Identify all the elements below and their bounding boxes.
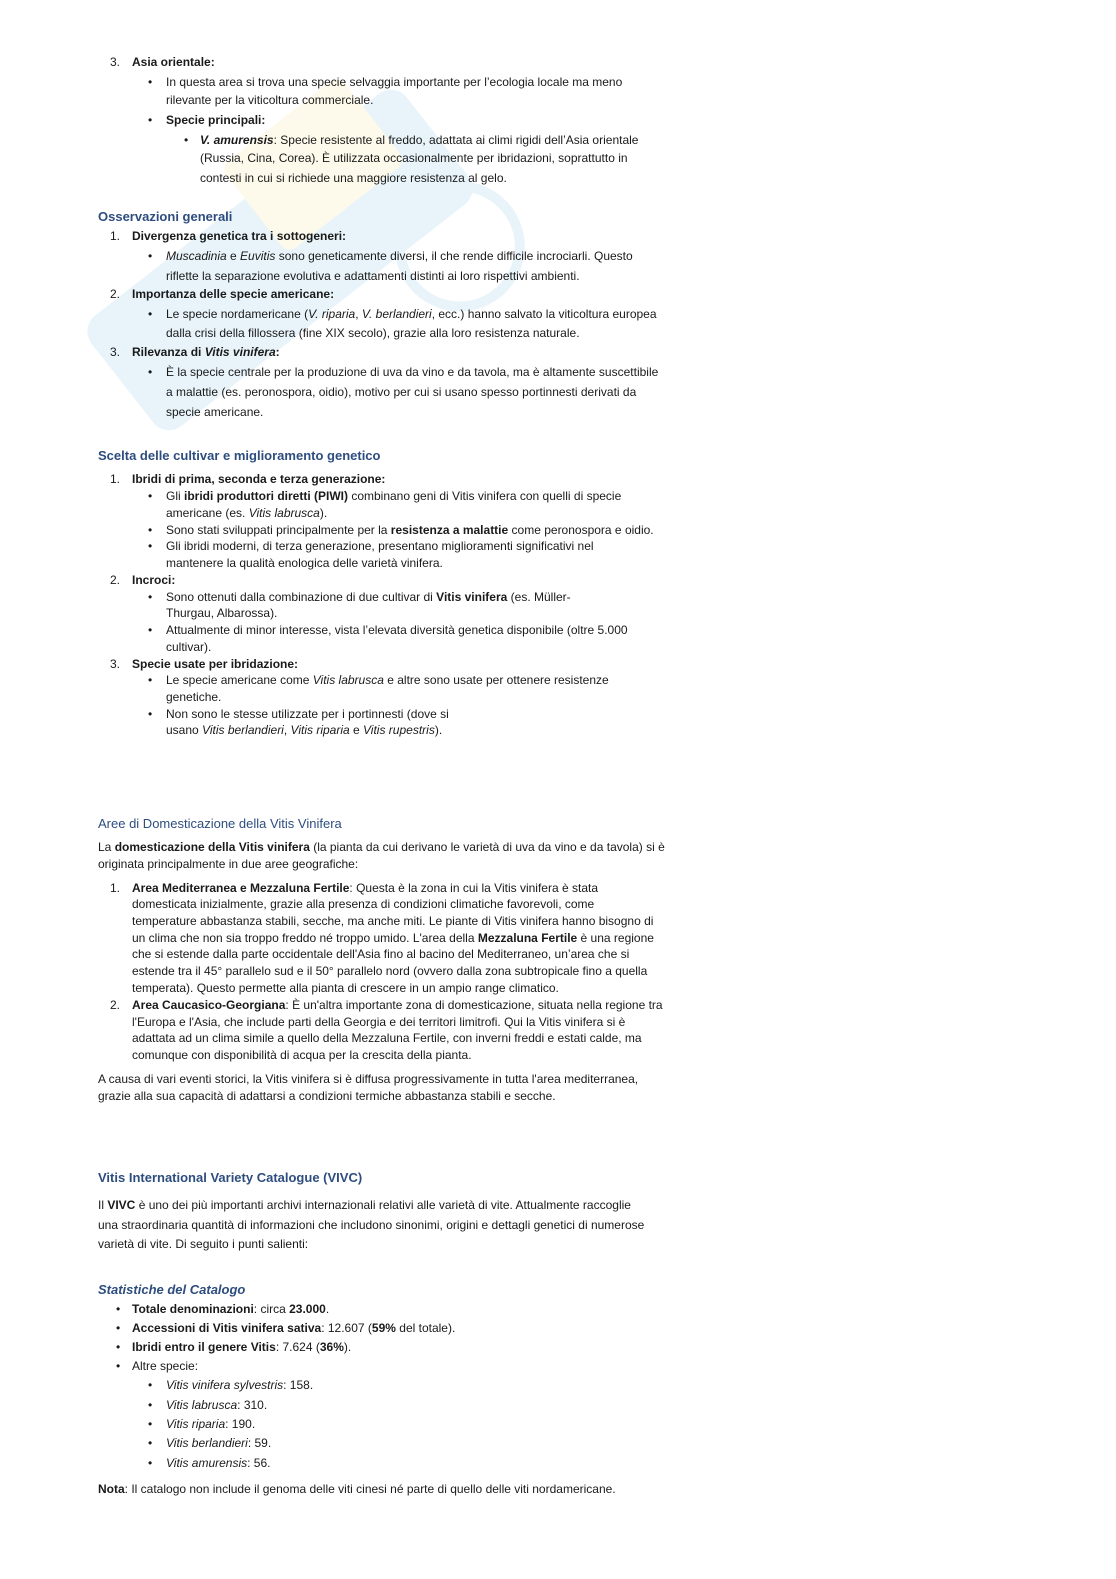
stat-row [132, 1301, 329, 1318]
bullet-icon: • [148, 523, 153, 537]
text-span: un clima che non sia troppo freddo né troppo umido. L'area della [132, 931, 478, 945]
list-number: 2. [110, 287, 121, 301]
list-number: 2. [110, 998, 121, 1012]
list-item-title [132, 344, 280, 361]
text-line: temperata). Questo permette alla pianta di crescere in un ampio range climatico. [132, 981, 559, 995]
text-line: grazie alla sua capacità di adattarsi a condizioni termiche abbastanza stabili e secche. [98, 1089, 556, 1103]
text-span: domesticazione della Vitis vinifera [114, 840, 310, 854]
text-line [132, 930, 654, 947]
text-line: Attualmente di minor interesse, vista l’elevata diversità genetica disponibile (oltre 5.000 [166, 623, 628, 637]
text-span: 36% [319, 1340, 344, 1354]
text-span: Nota [98, 1482, 125, 1496]
text-line: specie americane. [166, 405, 264, 419]
text-span: : 310. [237, 1398, 268, 1412]
text-line [200, 132, 638, 149]
text-line: l'Europa e l'Asia, che include parti della Georgia e dei territori limitrofi. Qui la Vitis vinifera si è [132, 1015, 626, 1029]
text-span: Vitis vinifera sylvestris [166, 1378, 284, 1392]
text-span: Ibridi entro il genere Vitis [132, 1340, 276, 1354]
text-span: Vitis rupestris [363, 723, 435, 737]
species-name: V. amurensis [200, 133, 274, 147]
text-span: Vitis amurensis [166, 1456, 248, 1470]
text-line: rilevante per la viticoltura commerciale. [166, 93, 374, 107]
bullet-icon: • [148, 1456, 153, 1470]
list-number: 3. [110, 657, 121, 671]
bullet-icon: • [148, 590, 153, 604]
bullet-icon: • [116, 1359, 121, 1373]
bullet-icon: • [148, 365, 153, 379]
note-line [98, 1481, 616, 1498]
species-row [166, 1455, 271, 1472]
stat-row: Altre specie: [132, 1359, 199, 1373]
text-span: sono geneticamente diversi, il che rende difficile incrociarli. Questo [275, 249, 633, 263]
text-span: 59% [371, 1321, 396, 1335]
text-span: ). [434, 723, 443, 737]
text-span: La [98, 840, 115, 854]
text-line [132, 997, 663, 1014]
text-line [166, 672, 609, 689]
text-span: Mezzaluna Fertile [477, 931, 578, 945]
text-line: varietà di vite. Di seguito i punti salienti: [98, 1237, 309, 1251]
text-line: Gli ibridi moderni, di terza generazione, presentano miglioramenti significativi nel [166, 539, 594, 553]
text-line: genetiche. [166, 690, 222, 704]
section-heading: Osservazioni generali [98, 209, 233, 224]
text-span: Il [98, 1198, 108, 1212]
text-span: : 190. [225, 1417, 256, 1431]
bullet-icon: • [148, 75, 153, 89]
list-item-title: Asia orientale: [132, 55, 215, 69]
text-line [166, 306, 657, 323]
text-span: : È un'altra importante zona di domesticazione, situata nella regione tra [285, 998, 663, 1012]
text-span: Vitis labrusca [166, 1398, 238, 1412]
text-span: come peronospora e oidio. [508, 523, 654, 537]
species-row [166, 1377, 313, 1394]
text-span: Vitis labrusca [248, 506, 320, 520]
text-line: adattata ad un clima simile a quello della Mezzaluna Fertile, con inverni freddi e estati calde, ma [132, 1031, 642, 1045]
text-span: è una regione [577, 931, 654, 945]
text-line [98, 839, 665, 856]
bullet-icon: • [148, 307, 153, 321]
text-span: Vitis berlandieri [166, 1436, 248, 1450]
text-span: e [226, 249, 241, 263]
text-span: : 56. [247, 1456, 271, 1470]
text-span: Gli [166, 489, 184, 503]
text-line [166, 248, 633, 265]
text-line: Non sono le stesse utilizzate per i portinnesti (dove si [166, 707, 449, 721]
text-span: Sono stati sviluppati principalmente per la [166, 523, 391, 537]
list-item-title: Specie principali: [166, 113, 266, 127]
section-heading: Statistiche del Catalogo [98, 1282, 246, 1297]
text-span: VIVC [107, 1198, 136, 1212]
text-span: ). [319, 506, 328, 520]
bullet-icon: • [148, 1417, 153, 1431]
text-span: Vitis riparia [166, 1417, 226, 1431]
bullet-icon: • [148, 489, 153, 503]
section-heading: Aree di Domesticazione della Vitis Vinifera [98, 816, 342, 831]
text-line: Thurgau, Albarossa). [166, 606, 278, 620]
text-line: a malattie (es. peronospora, oidio), motivo per cui si usano spesso portinnesti derivati da [166, 385, 637, 399]
bullet-icon: • [148, 113, 153, 127]
bullet-icon: • [148, 673, 153, 687]
text-span: , [283, 723, 291, 737]
list-number: 1. [110, 229, 121, 243]
text-span: : 59. [247, 1436, 272, 1450]
bullet-icon: • [116, 1340, 121, 1354]
list-number: 1. [110, 881, 121, 895]
list-number: 1. [110, 472, 121, 486]
bullet-icon: • [148, 623, 153, 637]
text-span: resistenza a malattie [390, 523, 509, 537]
text-line: che si estende dalla parte occidentale dell'Asia fino al bacino del Mediterraneo, un’area che si [132, 947, 630, 961]
text-line: riflette la separazione evolutiva e adattamenti distinti ai loro rispettivi ambienti. [166, 269, 580, 283]
text-span: . [325, 1302, 330, 1316]
text-span: Vitis vinifera [436, 590, 508, 604]
text-line: comunque con disponibilità di acqua per la crescita della pianta. [132, 1048, 472, 1062]
text-line [166, 488, 621, 505]
text-span: Euvitis [240, 249, 276, 263]
text-span: Accessioni di Vitis vinifera sativa [132, 1321, 322, 1335]
text-span: : Il catalogo non include il genoma delle viti cinesi né parte di quello delle viti nordamericane. [124, 1482, 616, 1496]
text-span: ). [343, 1340, 352, 1354]
text-span: Sono ottenuti dalla combinazione di due cultivar di [166, 590, 437, 604]
text-line [132, 880, 598, 897]
text-span: e altre sono usate per ottenere resistenze [383, 673, 609, 687]
bullet-icon: • [148, 1436, 153, 1450]
species-row [166, 1397, 267, 1414]
text-span: , [355, 307, 362, 321]
text-span: : 7.624 ( [275, 1340, 320, 1354]
text-span: Rilevanza di [132, 345, 205, 359]
bullet-icon: • [148, 249, 153, 263]
list-item-title: Ibridi di prima, seconda e terza generazione: [132, 472, 386, 486]
text-span: V. berlandieri [361, 307, 432, 321]
list-number: 3. [110, 55, 121, 69]
text-line: mantenere la qualità enologica delle varietà vinifera. [166, 556, 443, 570]
list-item-title: Incroci: [132, 573, 176, 587]
list-number: 2. [110, 573, 121, 587]
text-span: , ecc.) hanno salvato la viticoltura europea [431, 307, 657, 321]
stat-row [132, 1320, 455, 1337]
text-span: del totale). [395, 1321, 456, 1335]
text-line [166, 505, 327, 522]
text-line: estende tra il 45° parallelo sud e il 50° parallelo nord (ovvero dalla zona subtropicale fino a quella [132, 964, 648, 978]
text-span: Area Mediterranea e Mezzaluna Fertile [132, 881, 350, 895]
text-span: Vitis riparia [290, 723, 350, 737]
text-span: 23.000 [289, 1302, 326, 1316]
text-line: (Russia, Cina, Corea). È utilizzata occasionalmente per ibridazioni, soprattutto in [200, 151, 628, 165]
text-line: In questa area si trova una specie selvaggia importante per l’ecologia locale ma meno [166, 75, 623, 89]
text-line: È la specie centrale per la produzione di uva da vino e da tavola, ma è altamente suscettibile [166, 365, 659, 379]
text-line: cultivar). [166, 640, 212, 654]
bullet-icon: • [116, 1302, 121, 1316]
text-span: usano [166, 723, 203, 737]
text-span: è uno dei più importanti archivi internazionali relativi alle varietà di vite. Attualmente raccoglie [135, 1198, 631, 1212]
list-item-title: Divergenza genetica tra i sottogeneri: [132, 229, 347, 243]
text-span: V. riparia [308, 307, 356, 321]
text-line: A causa di vari eventi storici, la Vitis vinifera si è diffusa progressivamente in tutta l'area mediterranea, [98, 1072, 639, 1086]
text-span: ibridi produttori diretti (PIWI) [184, 489, 348, 503]
section-heading: Vitis International Variety Catalogue (VIVC) [98, 1170, 363, 1185]
bullet-icon: • [148, 539, 153, 553]
text-span: : Specie resistente al freddo, adattata ai climi rigidi dell’Asia orientale [273, 133, 639, 147]
text-span: : 158. [283, 1378, 314, 1392]
text-line: temperature abbastanza stabili, secche, ma anche miti. Le piante di Vitis vinifera hanno bisogno di [132, 914, 654, 928]
text-span: Vitis labrusca [312, 673, 384, 687]
text-span: (la pianta da cui derivano le varietà di uva da vino e da tavola) si è [309, 840, 665, 854]
text-span: : Questa è la zona in cui la Vitis vinifera è stata [349, 881, 598, 895]
bullet-icon: • [116, 1321, 121, 1335]
bullet-icon: • [148, 707, 153, 721]
text-line [166, 522, 654, 539]
text-line: domesticata inizialmente, grazie alla presenza di condizioni climatiche favorevoli, come [132, 897, 595, 911]
section-heading: Scelta delle cultivar e miglioramento genetico [98, 448, 381, 463]
text-span: e [349, 723, 364, 737]
text-line: dalla crisi della fillossera (fine XIX secolo), grazie alla loro resistenza naturale. [166, 326, 580, 340]
text-line: originata principalmente in due aree geografiche: [98, 857, 359, 871]
text-line: una straordinaria quantità di informazioni che includono sinonimi, origini e dettagli genetici di numerose [98, 1218, 645, 1232]
text-span: combinano geni di Vitis vinifera con quelli di specie [347, 489, 622, 503]
text-span: Le specie nordamericane ( [166, 307, 309, 321]
list-item-title: Importanza delle specie americane: [132, 287, 335, 301]
text-span: : circa [253, 1302, 290, 1316]
text-span: Vitis berlandieri [202, 723, 284, 737]
stat-row [132, 1339, 351, 1356]
text-line: contesti in cui si richiede una maggiore resistenza al gelo. [200, 171, 507, 185]
text-span: americane (es. [166, 506, 249, 520]
text-line [166, 722, 442, 739]
text-span: Area Caucasico-Georgiana [132, 998, 286, 1012]
text-span: Totale denominazioni [132, 1302, 254, 1316]
text-line [98, 1197, 631, 1214]
text-span: Le specie americane come [166, 673, 313, 687]
list-number: 3. [110, 345, 121, 359]
bullet-icon: • [184, 133, 189, 147]
species-row [166, 1416, 255, 1433]
text-line [166, 589, 571, 606]
species-row [166, 1435, 271, 1452]
text-span: : 12.607 ( [321, 1321, 372, 1335]
bullet-icon: • [148, 1378, 153, 1392]
text-span: : [275, 345, 280, 359]
text-span: Vitis vinifera [204, 345, 276, 359]
text-span: (es. Müller- [507, 590, 571, 604]
bullet-icon: • [148, 1398, 153, 1412]
text-span: Muscadinia [166, 249, 227, 263]
list-item-title: Specie usate per ibridazione: [132, 657, 299, 671]
